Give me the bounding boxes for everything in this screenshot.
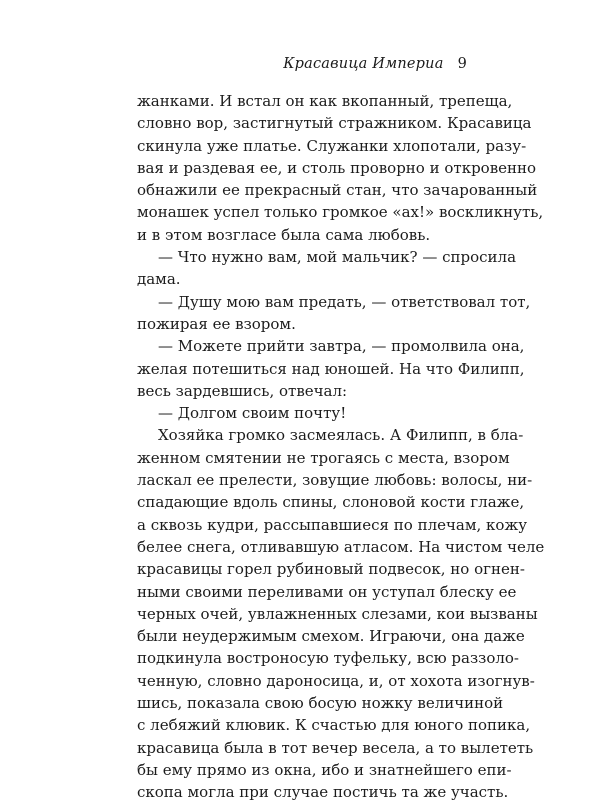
- text-line: скинула уже платье. Служанки хлопотали, разу-: [137, 136, 527, 155]
- text-line: вая и раздевая ее, и столь проворно и откровенно: [137, 158, 537, 177]
- text-line: с лебяжий клювик. К счастью для юного попика,: [137, 716, 531, 735]
- text-line: а сквозь кудри, рассыпавшиеся по плечам, кожу: [137, 515, 528, 534]
- text-line: шись, показала свою босую ножку величиной: [137, 694, 504, 713]
- text-line: — Долгом своим почту!: [158, 404, 347, 423]
- text-line: скопа могла при случае постичь та же участь.: [137, 783, 509, 802]
- text-line: красавицы горел рубиновый подвесок, но огнен-: [137, 560, 525, 579]
- text-line: жанками. И встал он как вкопанный, трепеща,: [137, 92, 513, 110]
- text-line: весь зардевшись, отвечал:: [137, 381, 348, 400]
- text-line: — Что нужно вам, мой мальчик? — спросила: [158, 248, 517, 267]
- text-line: — Душу мою вам предать, — ответствовал тот,: [158, 292, 531, 311]
- text-line: были неудержимым смехом. Играючи, она даже: [137, 627, 525, 646]
- text-line: словно вор, застигнутый стражником. Красавица: [137, 114, 532, 133]
- text-line: обнажили ее прекрасный стан, что зачарованный: [137, 181, 538, 200]
- text-line: подкинула востроносую туфельку, всю раззоло-: [137, 649, 520, 668]
- text-line: и в этом возгласе была сама любовь.: [137, 225, 431, 244]
- text-line: монашек успел только громкое «ах!» воскликнуть,: [137, 203, 544, 222]
- running-head-title: Красавица Империа: [283, 56, 444, 72]
- text-line: спадающие вдоль спины, слоновой кости глаже,: [137, 493, 525, 512]
- text-line: пожирая ее взором.: [137, 314, 296, 333]
- text-line: красавица была в тот вечер весела, а то вылететь: [137, 738, 534, 757]
- text-line: Хозяйка громко засмеялась. А Филипп, в бла-: [158, 426, 524, 445]
- text-line: белее снега, отливавшую атласом. На чистом челе: [137, 537, 545, 556]
- text-line: черных очей, увлажненных слезами, кои вызваны: [137, 604, 538, 623]
- text-line: бы ему прямо из окна, ибо и знатнейшего епи-: [137, 760, 512, 779]
- body-text: [137, 90, 545, 804]
- text-line: желая потешиться над юношей. На что Филипп,: [137, 359, 525, 378]
- text-line: — Можете прийти завтра, — промолвила она,: [158, 337, 525, 356]
- text-line: ными своими переливами он уступал блеску ее: [137, 582, 517, 601]
- text-line: ласкал ее прелести, зовущие любовь: волосы, ни-: [137, 471, 533, 490]
- text-line: женном смятении не трогаясь с места, взором: [137, 448, 510, 467]
- page-number: 9: [457, 56, 467, 72]
- text-line: дама.: [137, 270, 181, 289]
- running-head: [283, 56, 467, 72]
- text-line: ченную, словно дароносица, и, от хохота изогнув-: [137, 671, 535, 690]
